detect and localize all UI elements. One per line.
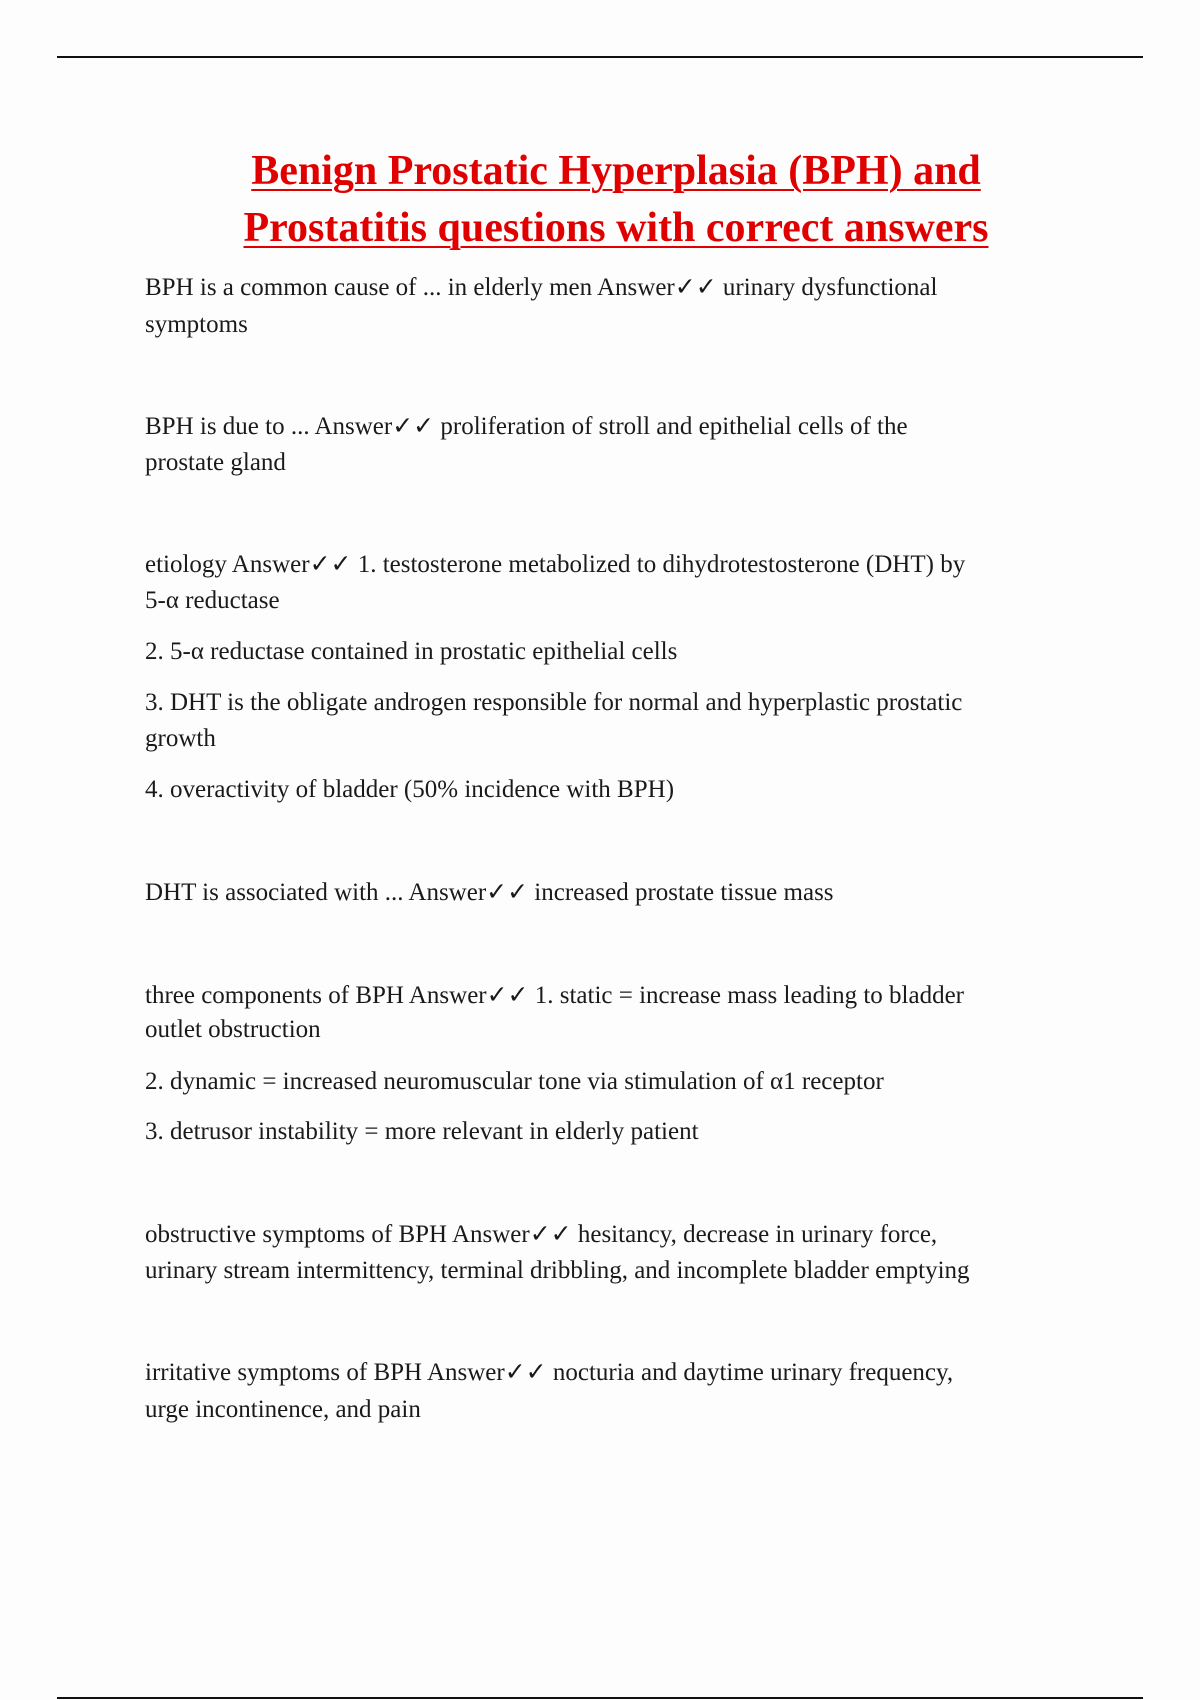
- text-line: symptoms: [145, 311, 248, 338]
- text-line: BPH is a common cause of ... in elderly men Answer✓✓ urinary dysfunctional: [145, 274, 938, 301]
- text-line: 4. overactivity of bladder (50% incidence with BPH): [145, 776, 675, 803]
- text-line: growth: [145, 725, 216, 752]
- text-line: irritative symptoms of BPH Answer✓✓ nocturia and daytime urinary frequency,: [145, 1359, 954, 1386]
- text-line: prostate gland: [145, 449, 286, 476]
- text-line: urge incontinence, and pain: [145, 1396, 421, 1423]
- text-line: urinary stream intermittency, terminal dribbling, and incomplete bladder emptying: [145, 1257, 970, 1284]
- text-line: BPH is due to ... Answer✓✓ proliferation of stroll and epithelial cells of the: [145, 413, 908, 440]
- footer-rule: [57, 1697, 1143, 1699]
- text-line: three components of BPH Answer✓✓ 1. static = increase mass leading to bladder: [145, 982, 964, 1009]
- document-title-line-2: Prostatitis questions with correct answers: [243, 205, 989, 251]
- text-line: DHT is associated with ... Answer✓✓ increased prostate tissue mass: [145, 879, 834, 906]
- document-title-line-1: Benign Prostatic Hyperplasia (BPH) and: [251, 148, 981, 194]
- text-line: etiology Answer✓✓ 1. testosterone metabolized to dihydrotestosterone (DHT) by: [145, 551, 966, 578]
- text-line: outlet obstruction: [145, 1016, 321, 1043]
- text-line: 3. DHT is the obligate androgen responsible for normal and hyperplastic prostatic: [145, 689, 963, 716]
- text-line: 2. 5-α reductase contained in prostatic epithelial cells: [145, 638, 678, 665]
- text-line: 2. dynamic = increased neuromuscular tone via stimulation of α1 receptor: [145, 1068, 884, 1095]
- text-line: 3. detrusor instability = more relevant in elderly patient: [145, 1118, 699, 1145]
- text-line: obstructive symptoms of BPH Answer✓✓ hesitancy, decrease in urinary force,: [145, 1221, 938, 1248]
- text-line: 5-α reductase: [145, 587, 280, 614]
- header-rule: [57, 56, 1143, 58]
